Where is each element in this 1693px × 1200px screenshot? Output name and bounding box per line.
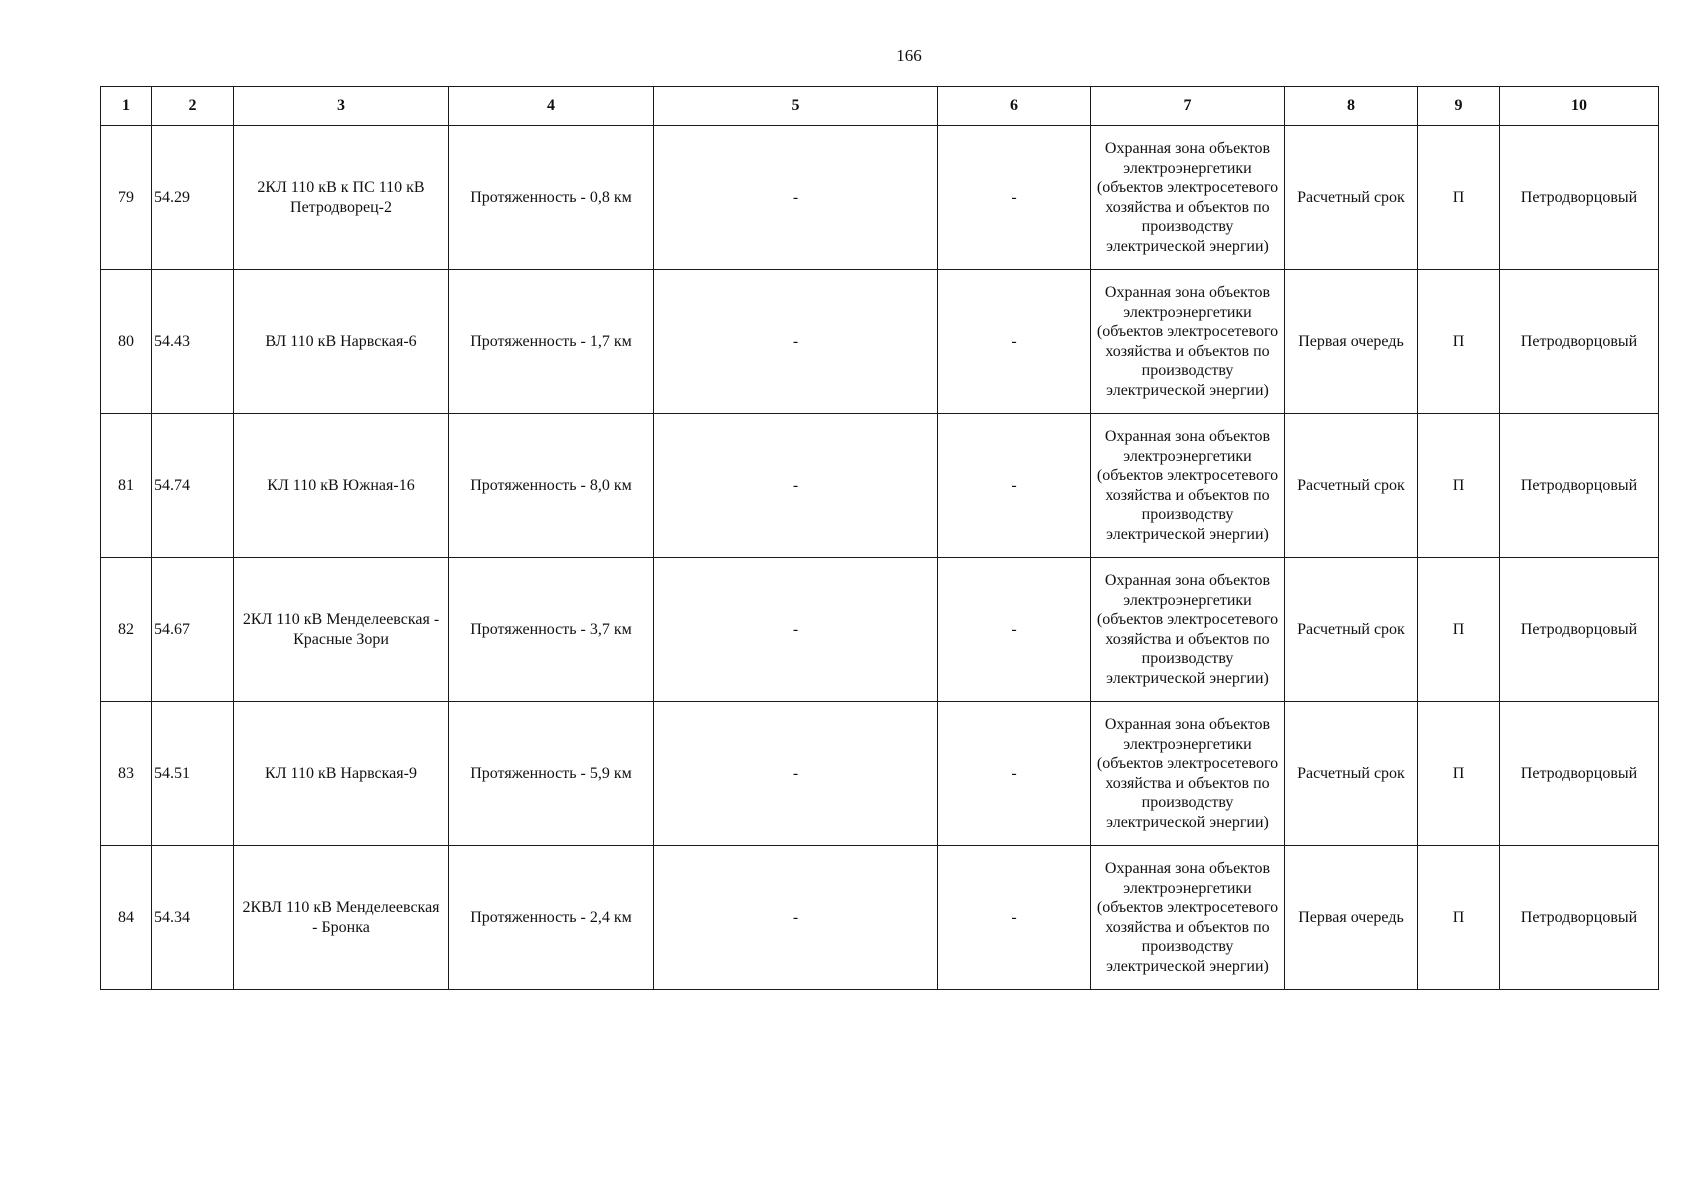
object-name: КЛ 110 кВ Нарвская-9 (234, 702, 449, 846)
object-code: 54.29 (152, 126, 234, 270)
protection-zone: Охранная зона объектов электроэнергетики (объектов электросетевого хозяйства и объектов по производству электрической энергии) (1091, 558, 1285, 702)
column-6-value: - (938, 702, 1091, 846)
column-6-value: - (938, 270, 1091, 414)
implementation-term: Расчетный срок (1285, 702, 1418, 846)
status-code: П (1418, 702, 1500, 846)
object-name: 2КЛ 110 кВ Менделеевская - Красные Зори (234, 558, 449, 702)
header-cell-10: 10 (1500, 87, 1659, 126)
column-6-value: - (938, 126, 1091, 270)
column-6-value: - (938, 558, 1091, 702)
table-row (101, 702, 1659, 846)
implementation-term: Расчетный срок (1285, 558, 1418, 702)
status-code: П (1418, 414, 1500, 558)
object-length: Протяженность - 3,7 км (449, 558, 654, 702)
table-row (101, 126, 1659, 270)
row-number: 80 (101, 270, 152, 414)
district-name: Петродворцовый (1500, 270, 1659, 414)
object-length: Протяженность - 5,9 км (449, 702, 654, 846)
table-body (101, 126, 1659, 990)
protection-zone: Охранная зона объектов электроэнергетики (объектов электросетевого хозяйства и объектов по производству электрической энергии) (1091, 846, 1285, 990)
column-5-value: - (654, 126, 938, 270)
protection-zone: Охранная зона объектов электроэнергетики (объектов электросетевого хозяйства и объектов по производству электрической энергии) (1091, 702, 1285, 846)
header-cell-3: 3 (234, 87, 449, 126)
document-table (100, 86, 1659, 990)
district-name: Петродворцовый (1500, 702, 1659, 846)
header-cell-9: 9 (1418, 87, 1500, 126)
object-length: Протяженность - 0,8 км (449, 126, 654, 270)
status-code: П (1418, 270, 1500, 414)
table-header (101, 87, 1659, 126)
implementation-term: Расчетный срок (1285, 126, 1418, 270)
column-5-value: - (654, 414, 938, 558)
object-code: 54.67 (152, 558, 234, 702)
page-number: 166 (896, 46, 922, 65)
implementation-term: Первая очередь (1285, 270, 1418, 414)
object-length: Протяженность - 8,0 км (449, 414, 654, 558)
header-row (101, 87, 1659, 126)
row-number: 81 (101, 414, 152, 558)
row-number: 84 (101, 846, 152, 990)
header-cell-8: 8 (1285, 87, 1418, 126)
header-cell-1: 1 (101, 87, 152, 126)
table-row (101, 414, 1659, 558)
row-number: 82 (101, 558, 152, 702)
district-name: Петродворцовый (1500, 558, 1659, 702)
object-length: Протяженность - 1,7 км (449, 270, 654, 414)
status-code: П (1418, 846, 1500, 990)
column-5-value: - (654, 270, 938, 414)
row-number: 79 (101, 126, 152, 270)
protection-zone: Охранная зона объектов электроэнергетики (объектов электросетевого хозяйства и объектов по производству электрической энергии) (1091, 126, 1285, 270)
object-code: 54.51 (152, 702, 234, 846)
header-cell-6: 6 (938, 87, 1091, 126)
implementation-term: Первая очередь (1285, 846, 1418, 990)
district-name: Петродворцовый (1500, 126, 1659, 270)
object-code: 54.74 (152, 414, 234, 558)
protection-zone: Охранная зона объектов электроэнергетики (объектов электросетевого хозяйства и объектов по производству электрической энергии) (1091, 270, 1285, 414)
table-row (101, 846, 1659, 990)
object-length: Протяженность - 2,4 км (449, 846, 654, 990)
column-6-value: - (938, 846, 1091, 990)
district-name: Петродворцовый (1500, 414, 1659, 558)
object-name: 2КВЛ 110 кВ Менделеевская - Бронка (234, 846, 449, 990)
object-code: 54.34 (152, 846, 234, 990)
status-code: П (1418, 126, 1500, 270)
object-code: 54.43 (152, 270, 234, 414)
column-5-value: - (654, 846, 938, 990)
header-cell-7: 7 (1091, 87, 1285, 126)
header-cell-4: 4 (449, 87, 654, 126)
table-row (101, 558, 1659, 702)
object-name: КЛ 110 кВ Южная-16 (234, 414, 449, 558)
column-6-value: - (938, 414, 1091, 558)
column-5-value: - (654, 702, 938, 846)
column-5-value: - (654, 558, 938, 702)
header-cell-2: 2 (152, 87, 234, 126)
object-name: 2КЛ 110 кВ к ПС 110 кВ Петродворец-2 (234, 126, 449, 270)
header-cell-5: 5 (654, 87, 938, 126)
row-number: 83 (101, 702, 152, 846)
protection-zone: Охранная зона объектов электроэнергетики (объектов электросетевого хозяйства и объектов по производству электрической энергии) (1091, 414, 1285, 558)
object-name: ВЛ 110 кВ Нарвская-6 (234, 270, 449, 414)
district-name: Петродворцовый (1500, 846, 1659, 990)
implementation-term: Расчетный срок (1285, 414, 1418, 558)
table-row (101, 270, 1659, 414)
status-code: П (1418, 558, 1500, 702)
